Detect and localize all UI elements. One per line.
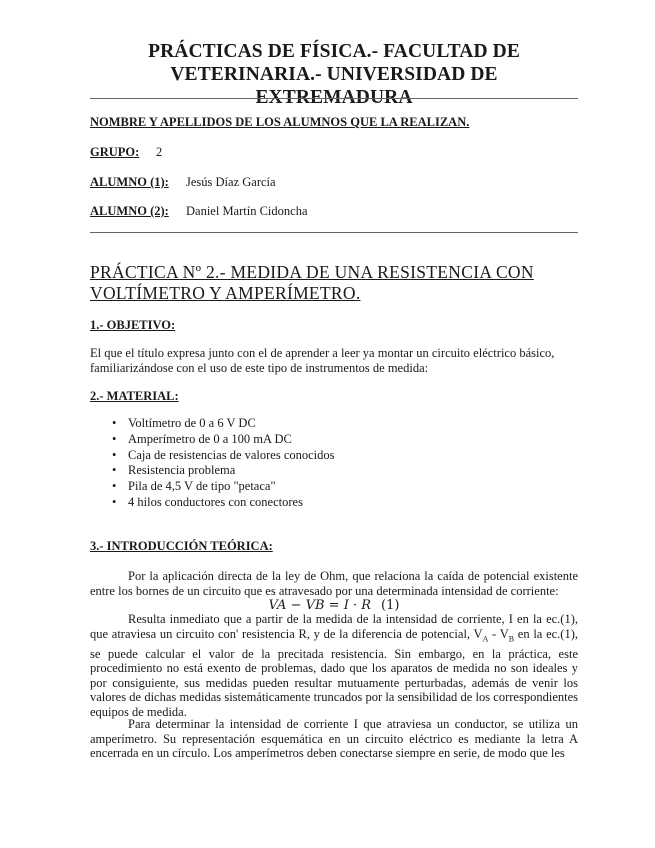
title-line-1: PRÁCTICAS DE FÍSICA.- FACULTAD DE — [148, 41, 520, 62]
objective-text: El que el título expresa junto con el de aprender a leer ya montar un circuito eléctrico básico, familiarizándose con el uso de este tipo de instrumentos de medida: — [90, 346, 555, 375]
divider-top — [90, 98, 578, 99]
theory-paragraph-3 — [90, 717, 578, 761]
theory-heading: 3.- INTRODUCCIÓN TEÓRICA: — [90, 539, 273, 553]
list-item: • Resistencia problema — [112, 463, 335, 479]
student2-label: ALUMNO (2): — [90, 204, 169, 218]
students-heading: NOMBRE Y APELLIDOS DE LOS ALUMNOS QUE LA REALIZAN. — [90, 115, 470, 129]
practice-title-line-2: VOLTÍMETRO Y AMPERÍMETRO. — [90, 283, 361, 303]
theory-paragraph-2-text-a: Resulta inmediato que a partir de la medida de la intensidad de corriente, I en la ec.(1), que atraviesa un circuito con' resistencia R, y de la diferencia de potencial, V — [90, 612, 578, 641]
group-label: GRUPO: — [90, 145, 140, 159]
student2-value: Daniel Martín Cidoncha — [186, 204, 308, 218]
subscript-a: A — [482, 634, 489, 643]
theory-paragraph-3-text: Para determinar la intensidad de corriente I que atraviesa un conductor, se utiliza un amperímetro. Su representación esquemática en un circuito eléctrico es mediante la letra A encerrada en un círculo. Los amperímetros deben conectarse siempre en serie, de modo que les — [90, 717, 578, 760]
theory-paragraph-2 — [90, 612, 578, 719]
list-item: • 4 hilos conductores con conectores — [112, 495, 335, 511]
material-heading: 2.- MATERIAL: — [90, 389, 179, 403]
ohm-formula — [90, 598, 578, 613]
student1-value: Jesús Díaz García — [186, 175, 276, 189]
theory-paragraph-2-text-c: en la ec.(1), se puede calcular el valor de la precitada resistencia. Sin embargo, en la práctica, este procedimiento no está exento de problemas, dado que los aparatos de medida no son ideales y por consiguiente, sus medidas pueden resultar mutuamente perturbadas, además de venir los valores de dichas medidas sistemáticamente truncados por la sensibilidad de los correspondientes equipos de medida. — [90, 626, 578, 719]
subscript-b: B — [508, 634, 515, 643]
title-line-2: VETERINARIA.- UNIVERSIDAD DE EXTREMADURA — [170, 64, 498, 108]
list-item: • Pila de 4,5 V de tipo "petaca" — [112, 479, 335, 495]
group-value: 2 — [156, 145, 163, 159]
list-item: • Caja de resistencias de valores conocidos — [112, 448, 335, 464]
material-list — [112, 416, 335, 511]
practice-title — [90, 262, 578, 304]
formula-number: (1) — [381, 598, 400, 613]
theory-paragraph-1 — [90, 569, 578, 598]
objective-heading: 1.- OBJETIVO: — [90, 318, 176, 332]
list-item: • Voltímetro de 0 a 6 V DC — [112, 416, 335, 432]
formula-expression: VA − VB = I · R — [268, 598, 372, 613]
practice-title-line-1: PRÁCTICA Nº 2.- MEDIDA DE UNA RESISTENCIA CON — [90, 262, 534, 282]
divider-bottom — [90, 232, 578, 233]
student1-label: ALUMNO (1): — [90, 175, 169, 189]
theory-paragraph-2-text-b: - V — [488, 626, 509, 641]
list-item: • Amperímetro de 0 a 100 mA DC — [112, 432, 335, 448]
theory-paragraph-1-text: Por la aplicación directa de la ley de Ohm, que relaciona la caída de potencial existente entre los bornes de un circuito que es atravesado por una determinada intensidad de corriente: — [90, 569, 578, 598]
